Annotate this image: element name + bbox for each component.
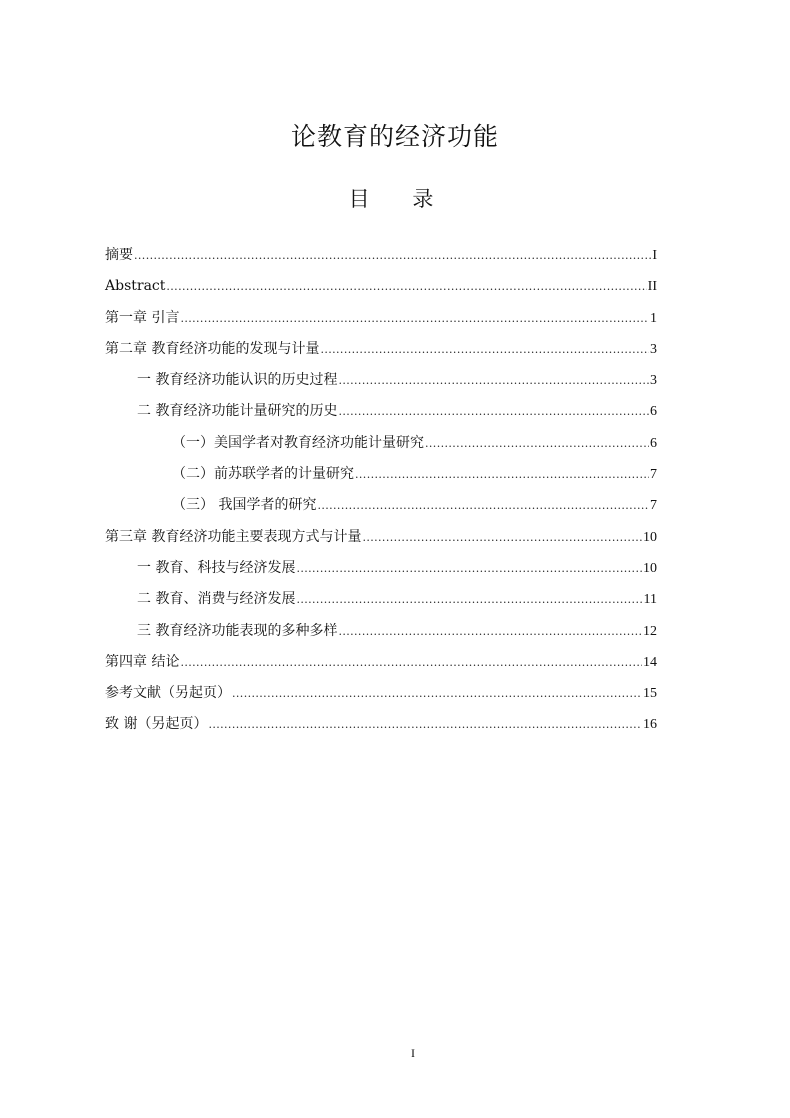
toc-entry-page: 16 [643, 717, 657, 733]
toc-entry-page: 15 [643, 686, 657, 702]
toc-entry-label: 第一章 引言 [105, 309, 180, 326]
toc-entry-label: （三） 我国学者的研究 [172, 497, 317, 514]
toc-entry-page: 12 [643, 623, 657, 639]
dot-leader [355, 463, 649, 487]
toc-entry-references[interactable] [105, 681, 657, 712]
toc-entry-acknowledgements[interactable] [105, 712, 657, 743]
dot-leader [208, 713, 642, 737]
toc-entry-label: （一）美国学者对教育经济功能计量研究 [172, 434, 424, 451]
toc-entry-section-3-3[interactable] [105, 619, 657, 650]
toc-entry-label: 摘要 [105, 247, 133, 263]
toc-heading: 目 录 [348, 187, 452, 211]
toc-entry-page: 6 [650, 435, 657, 451]
dot-leader [180, 651, 642, 675]
toc-entry-section-2-2[interactable] [105, 399, 657, 430]
toc-entry-label: （二）前苏联学者的计量研究 [172, 466, 354, 483]
toc-entry-subsection-2-2-1[interactable] [105, 431, 657, 462]
toc-entry-label: 一 教育、科技与经济发展 [137, 559, 296, 576]
toc-entry-page: 7 [650, 467, 657, 483]
toc-entry-label: 参考文献（另起页） [105, 685, 231, 702]
document-title: 论教育的经济功能 [290, 122, 499, 151]
toc-entry-section-3-2[interactable] [105, 587, 657, 618]
toc-entry-page: 7 [650, 498, 657, 514]
dot-leader [338, 400, 649, 424]
toc-entry-page: 14 [643, 654, 657, 670]
toc-entry-page: 1 [650, 310, 657, 326]
page-number: I [411, 1046, 415, 1060]
dot-leader [296, 557, 642, 581]
toc-entry-page: 11 [643, 592, 657, 608]
toc-entry-label: 三 教育经济功能表现的多种多样 [137, 622, 338, 639]
toc-entry-abstract-cn[interactable] [105, 243, 657, 274]
dot-leader [320, 338, 649, 362]
toc-entry-label: 第二章 教育经济功能的发现与计量 [105, 340, 320, 357]
toc-entry-page: 10 [643, 560, 657, 576]
toc-entry-label: 第四章 结论 [105, 653, 180, 670]
toc-entry-abstract-en[interactable] [105, 274, 657, 305]
toc-entry-page: 3 [650, 373, 657, 389]
toc-entry-label: 二 教育经济功能计量研究的历史 [137, 403, 338, 420]
toc-entry-label: Abstract [105, 278, 166, 295]
dot-leader [338, 369, 649, 393]
toc-entry-section-3-1[interactable] [105, 556, 657, 587]
toc-entry-subsection-2-2-3[interactable] [105, 493, 657, 524]
toc-entry-label: 第三章 教育经济功能主要表现方式与计量 [105, 528, 362, 545]
toc-entry-page: 10 [643, 529, 657, 545]
toc-entry-page: II [647, 279, 657, 295]
toc-entry-label: 致 谢（另起页） [105, 716, 208, 733]
dot-leader [134, 244, 651, 268]
table-of-contents [105, 243, 657, 744]
toc-entry-subsection-2-2-2[interactable] [105, 462, 657, 493]
toc-entry-section-2-1[interactable] [105, 368, 657, 399]
dot-leader [338, 620, 642, 644]
toc-entry-chapter-4[interactable] [105, 650, 657, 681]
dot-leader [425, 432, 649, 456]
toc-entry-chapter-1[interactable] [105, 306, 657, 337]
dot-leader [317, 494, 649, 518]
dot-leader [232, 682, 642, 706]
dot-leader [180, 307, 649, 331]
toc-entry-chapter-2[interactable] [105, 337, 657, 368]
dot-leader [166, 275, 646, 299]
toc-entry-page: I [652, 248, 657, 263]
toc-entry-chapter-3[interactable] [105, 525, 657, 556]
toc-entry-page: 6 [650, 404, 657, 420]
toc-entry-label: 一 教育经济功能认识的历史过程 [137, 372, 338, 389]
toc-entry-label: 二 教育、消费与经济发展 [137, 591, 296, 608]
dot-leader [296, 588, 642, 612]
toc-entry-page: 3 [650, 341, 657, 357]
dot-leader [362, 526, 642, 550]
